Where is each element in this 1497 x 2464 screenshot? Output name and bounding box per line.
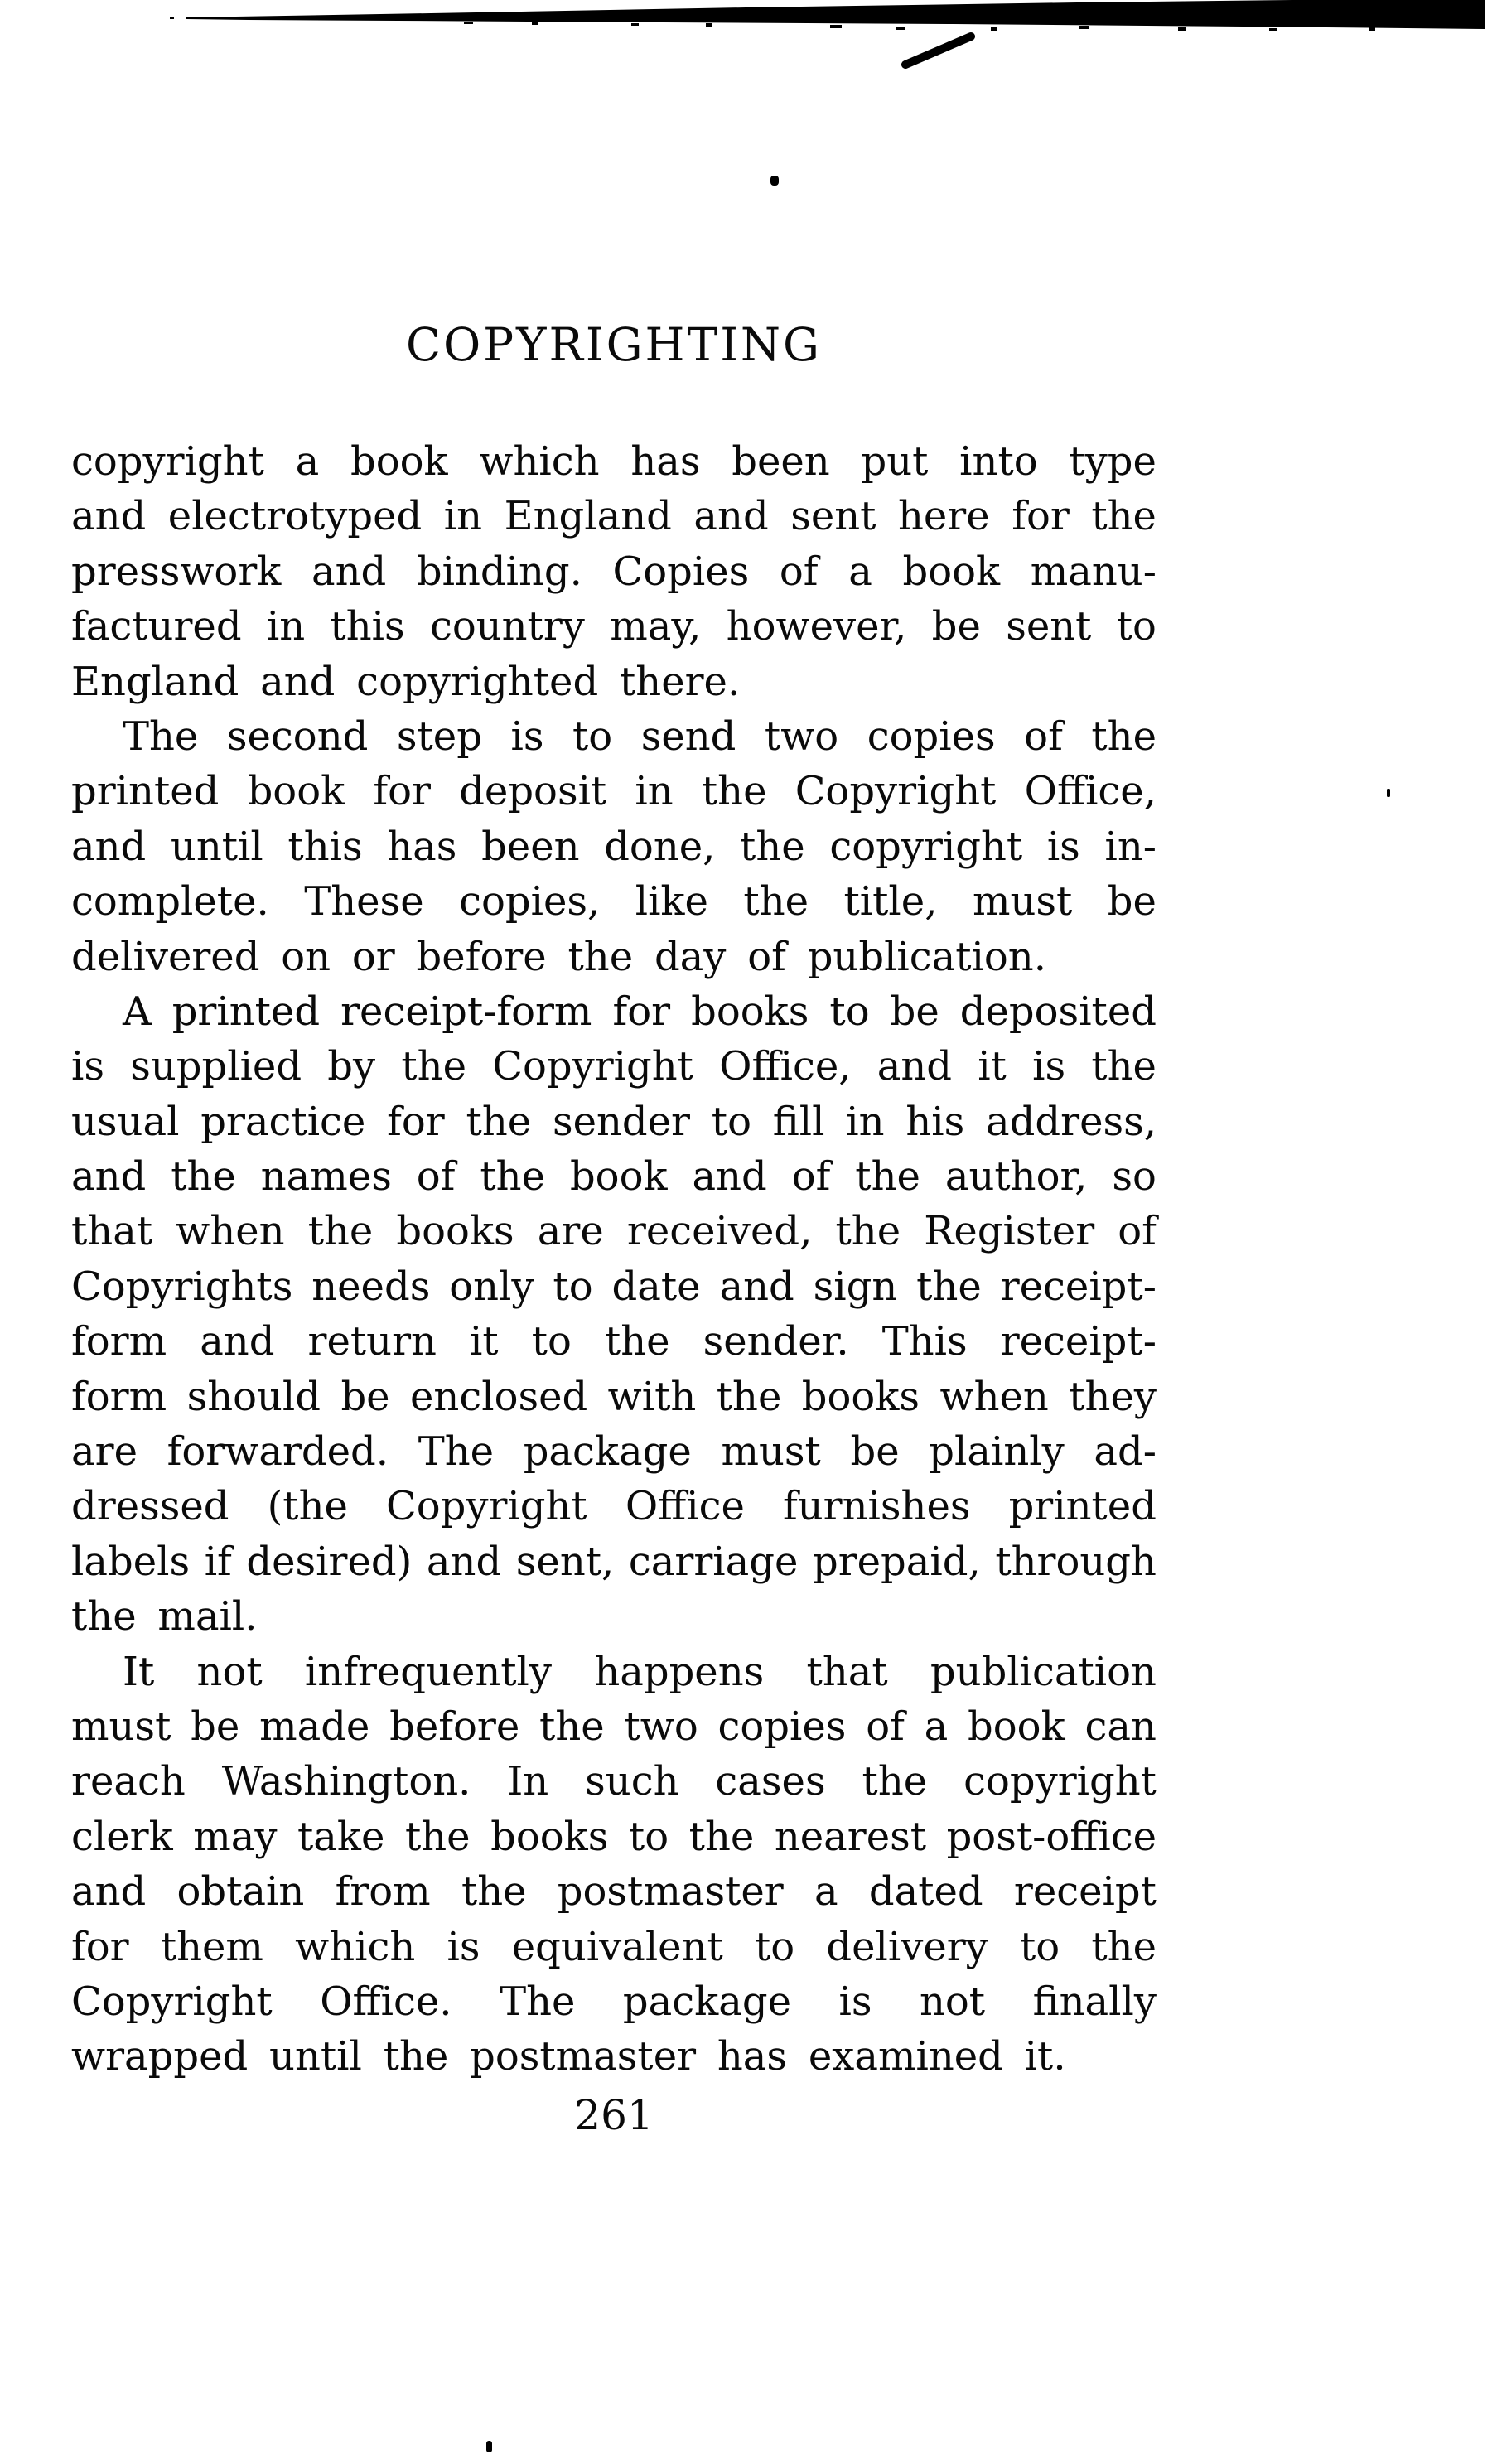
text-line: must be made before the two copies of a book can — [71, 1703, 1157, 1750]
scan-artifact-dot-upper — [770, 176, 779, 186]
text-line: form and return it to the sender. This receipt- — [71, 1318, 1157, 1365]
text-line: printed book for deposit in the Copyright Office, — [71, 768, 1157, 815]
text-line: The second step is to send two copies of the — [123, 713, 1157, 760]
text-line: usual practice for the sender to fill in his address, — [71, 1098, 1157, 1145]
scan-artifact-tick-right — [1387, 789, 1390, 797]
text-line: complete. These copies, like the title, must be — [71, 878, 1157, 925]
scan-artifact-speckles — [170, 17, 1375, 31]
text-line: form should be enclosed with the books when they — [71, 1373, 1157, 1420]
text-line: for them which is equivalent to delivery to the — [71, 1923, 1157, 1970]
body-text — [71, 434, 1157, 2085]
text-line: are forwarded. The package must be plainly ad- — [71, 1428, 1157, 1476]
text-line: delivered on or before the day of publication. — [71, 933, 1046, 980]
text-line: and the names of the book and of the author, so — [71, 1153, 1157, 1201]
text-line: reach Washington. In such cases the copyright — [71, 1758, 1157, 1805]
text-line: the mail. — [71, 1593, 258, 1640]
page-title: COPYRIGHTING — [406, 318, 822, 371]
scan-artifact-top-wedge — [186, 0, 1485, 29]
text-line: and until this has been done, the copyright is in- — [71, 823, 1157, 870]
page-number: 261 — [574, 2091, 654, 2139]
text-line: that when the books are received, the Register of — [71, 1208, 1157, 1255]
scan-artifact-dot-bottom — [486, 2441, 492, 2452]
text-line: presswork and binding. Copies of a book manu- — [71, 548, 1157, 595]
text-line: dressed (the Copyright Office furnishes printed — [71, 1483, 1157, 1530]
text-line: Copyright Office. The package is not finally — [71, 1978, 1157, 2025]
text-line: copyright a book which has been put into type — [71, 438, 1157, 485]
text-line: Copyrights needs only to date and sign the receipt- — [71, 1263, 1157, 1310]
text-line: wrapped until the postmaster has examined it. — [71, 2033, 1066, 2080]
text-line: and obtain from the postmaster a dated receipt — [71, 1868, 1157, 1916]
text-line: It not infrequently happens that publication — [123, 1648, 1157, 1695]
text-line: factured in this country may, however, be sent to — [71, 603, 1157, 650]
text-line: and electrotyped in England and sent here for the — [71, 493, 1157, 540]
text-line: A printed receipt-form for books to be deposited — [123, 988, 1157, 1035]
text-line: is supplied by the Copyright Office, and it is the — [71, 1043, 1157, 1090]
scan-artifact-slash — [905, 36, 971, 65]
text-line: England and copyrighted there. — [71, 658, 741, 705]
text-line: labels if desired) and sent, carriage prepaid, through — [71, 1538, 1157, 1585]
text-line: clerk may take the books to the nearest post-office — [71, 1813, 1157, 1860]
